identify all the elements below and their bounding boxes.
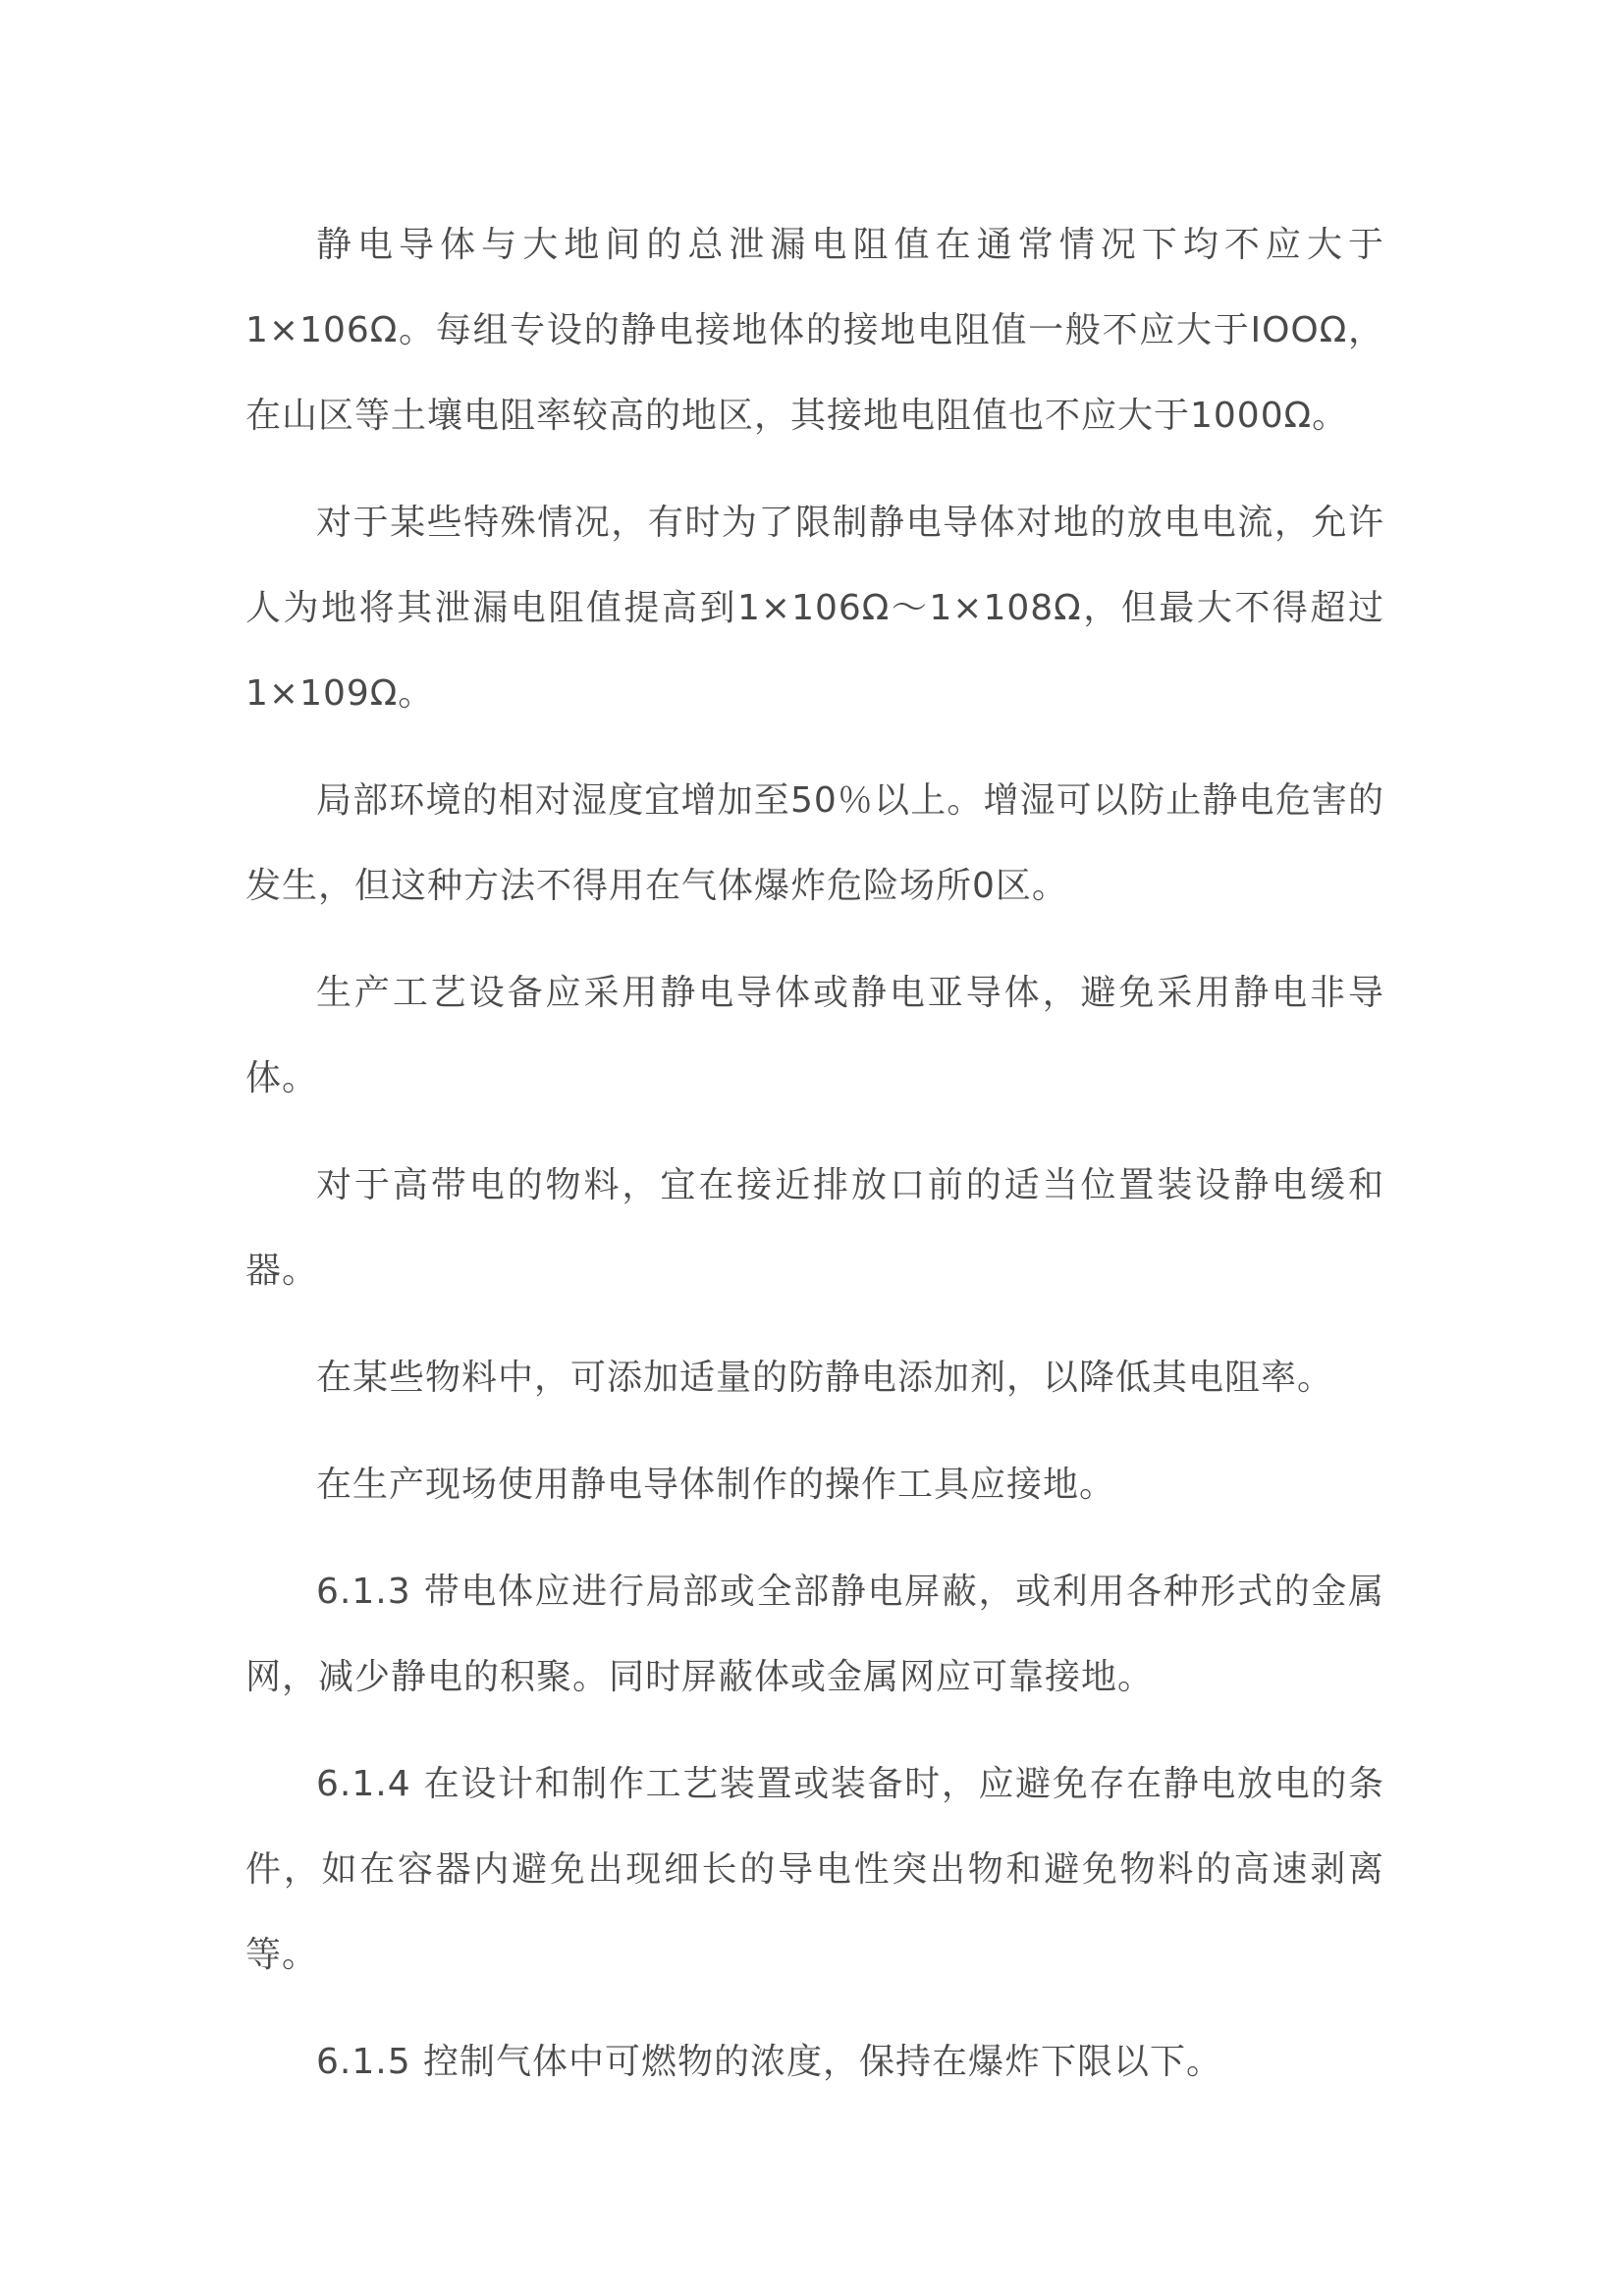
- paragraph-4: 生产工艺设备应采用静电导体或静电亚导体，避免采用静电非导体。: [245, 973, 1384, 1098]
- paragraph-9: 6.1.4 在设计和制作工艺装置或装备时，应避免存在静电放电的条件，如在容器内避免出现细长的导电性突出物和避免物料的高速剥离等。: [245, 1764, 1384, 1975]
- paragraph-5: 对于高带电的物料，宜在接近排放口前的适当位置装设静电缓和器。: [245, 1165, 1384, 1291]
- paragraph-6: 在某些物料中，可添加适量的防静电添加剂，以降低其电阻率。: [316, 1358, 1334, 1398]
- paragraph-10: 6.1.5 控制气体中可燃物的浓度，保持在爆炸下限以下。: [316, 2042, 1223, 2082]
- paragraph-3: 局部环境的相对湿度宜增加至50％以上。增湿可以防止静电危害的发生，但这种方法不得用在气体爆炸危险场所0区。: [245, 780, 1384, 906]
- paragraph-2: 对于某些特殊情况，有时为了限制静电导体对地的放电电流，允许人为地将其泄漏电阻值提高到1×106Ω～1×108Ω，但最大不得超过1×109Ω。: [245, 503, 1384, 714]
- paragraph-8: 6.1.3 带电体应进行局部或全部静电屏蔽，或利用各种形式的金属网，减少静电的积聚。同时屏蔽体或金属网应可靠接地。: [245, 1572, 1384, 1697]
- paragraph-1: 静电导体与大地间的总泄漏电阻值在通常情况下均不应大于1×106Ω。每组专设的静电接地体的接地电阻值一般不应大于IOOΩ，在山区等土壤电阻率较高的地区，其接地电阻值也不应大于1000Ω。: [245, 225, 1384, 436]
- document-body: [245, 202, 1384, 2126]
- paragraph-7: 在生产现场使用静电导体制作的操作工具应接地。: [316, 1465, 1116, 1505]
